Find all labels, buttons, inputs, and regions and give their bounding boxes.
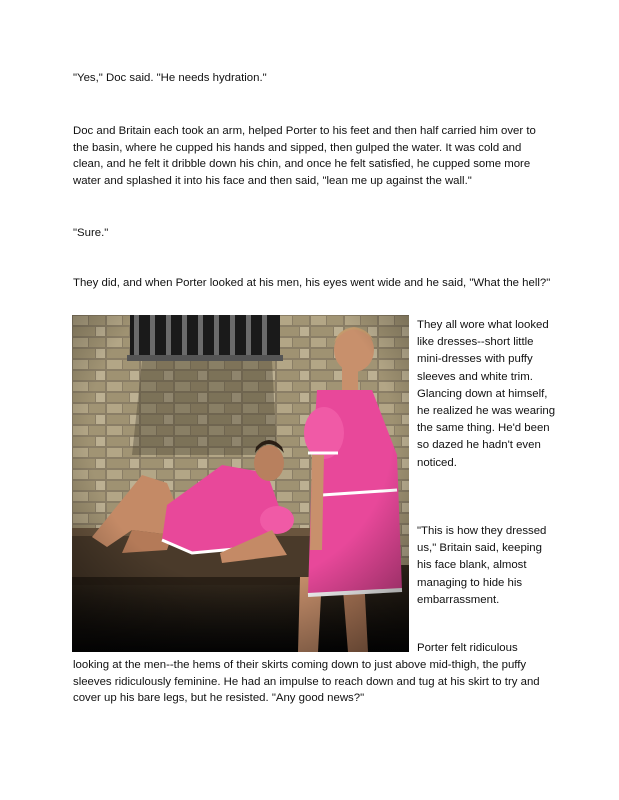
paragraph-basin: Doc and Britain each took an arm, helped Porter to his feet and then half carried him over to the basin, where he cupped his hands and sipped, then gulped the water. It was cold and clean, and he felt it dribble down his chin, and once he felt satisfied, he cupped some more water and splashed it into his face and then said, "lean me up against the wall." xyxy=(73,125,536,187)
paragraph-dresses: They all wore what looked like dresses--short little mini-dresses with puffy sleeves and white trim. Glancing down at himself, he realized he was wearing the same thing. He'd been so dazed he hadn't even noticed. xyxy=(417,319,556,469)
paragraph-porter-ridiculous-end: looking at the men--the hems of their skirts coming down to just above mid-thigh, the puffy sleeves ridiculously feminine. He had an impulse to reach down and tug at his skirt to try and cover up his bare legs, but he resisted. "Any good news?" xyxy=(73,659,540,704)
paragraph-britain-said: "This is how they dressed us," Britain said, keeping his face blank, almost managing to hide his embarrassment. xyxy=(417,525,547,606)
paragraph-what-the-hell: They did, and when Porter looked at his men, his eyes went wide and he said, "What the hell?" xyxy=(73,277,551,289)
paragraph-sure: "Sure." xyxy=(73,227,109,239)
paragraph-doc-hydration: "Yes," Doc said. "He needs hydration." xyxy=(73,72,267,84)
story-illustration xyxy=(72,315,409,652)
paragraph-porter-ridiculous-start: Porter felt ridiculous xyxy=(417,642,518,654)
